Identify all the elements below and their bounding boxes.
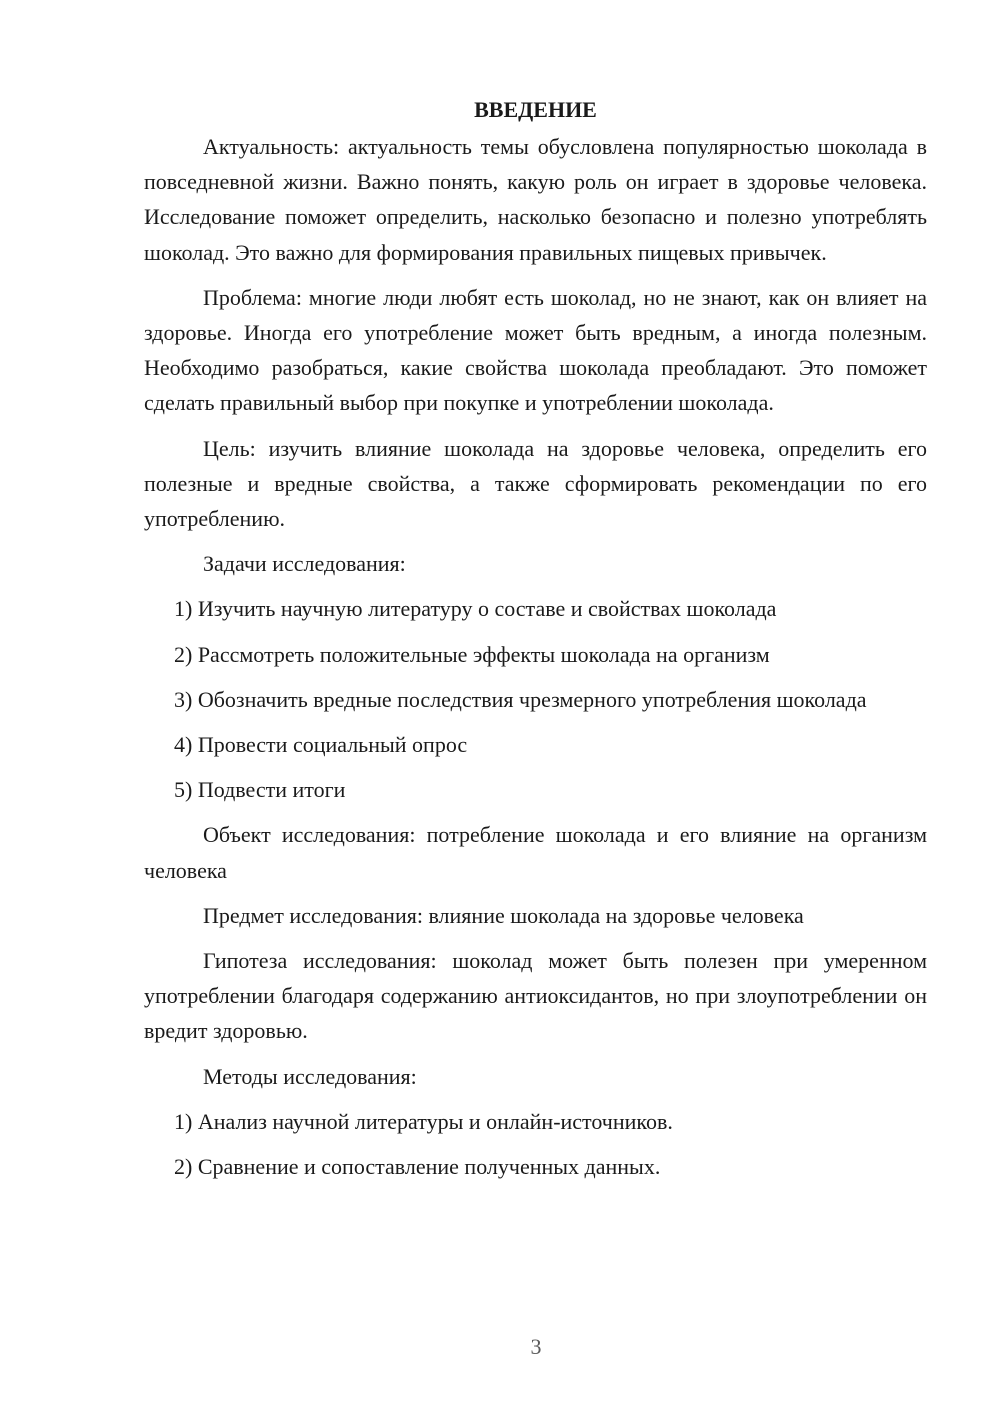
methods-heading: Методы исследования: (203, 1063, 417, 1089)
goal-paragraph: Цель: изучить влияние шоколада на здоровье человека, определить его полезные и вредные свойства, а также сформировать рекомендации по его употреблению. (144, 435, 927, 532)
method-item: 1) Анализ научной литературы и онлайн-источников. (174, 1108, 673, 1134)
object-paragraph: Объект исследования: потребление шоколада и его влияние на организм человека (144, 822, 927, 883)
tasks-heading: Задачи исследования: (203, 551, 406, 577)
document-page (144, 92, 927, 1194)
task-item: 4) Провести социальный опрос (174, 732, 468, 758)
subject-paragraph: Предмет исследования: влияние шоколада на здоровье человека (203, 902, 804, 928)
task-item: 1) Изучить научную литературу о составе и свойствах шоколада (174, 596, 777, 622)
section-title: ВВЕДЕНИЕ (474, 97, 597, 122)
problem-paragraph: Проблема: многие люди любят есть шоколад, но не знают, как он влияет на здоровье. Иногда его употребление может быть вредным, а иногда полезным. Необходимо разобраться, какие свойства шоколада преобладают. Это поможет сделать правильный выбор при покупке и употреблении шоколада. (144, 284, 927, 416)
page-number: 3 (530, 1334, 542, 1359)
hypothesis-paragraph: Гипотеза исследования: шоколад может быть полезен при умеренном употреблении благодаря содержанию антиоксидантов, но при злоупотреблении он вредит здоровью. (144, 948, 927, 1044)
task-item: 5) Подвести итоги (174, 777, 346, 803)
relevance-paragraph: Актуальность: актуальность темы обусловлена популярностью шоколада в повседневной жизни. Важно понять, какую роль он играет в здоровье человека. Исследование поможет определить, насколько безопасно и полезно употреблять шоколад. Это важно для формирования правильных пищевых привычек. (144, 134, 927, 265)
method-item: 2) Сравнение и сопоставление полученных данных. (174, 1154, 661, 1180)
task-item: 3) Обозначить вредные последствия чрезмерного употребления шоколада (174, 686, 867, 712)
task-item: 2) Рассмотреть положительные эффекты шоколада на организм (174, 641, 770, 667)
